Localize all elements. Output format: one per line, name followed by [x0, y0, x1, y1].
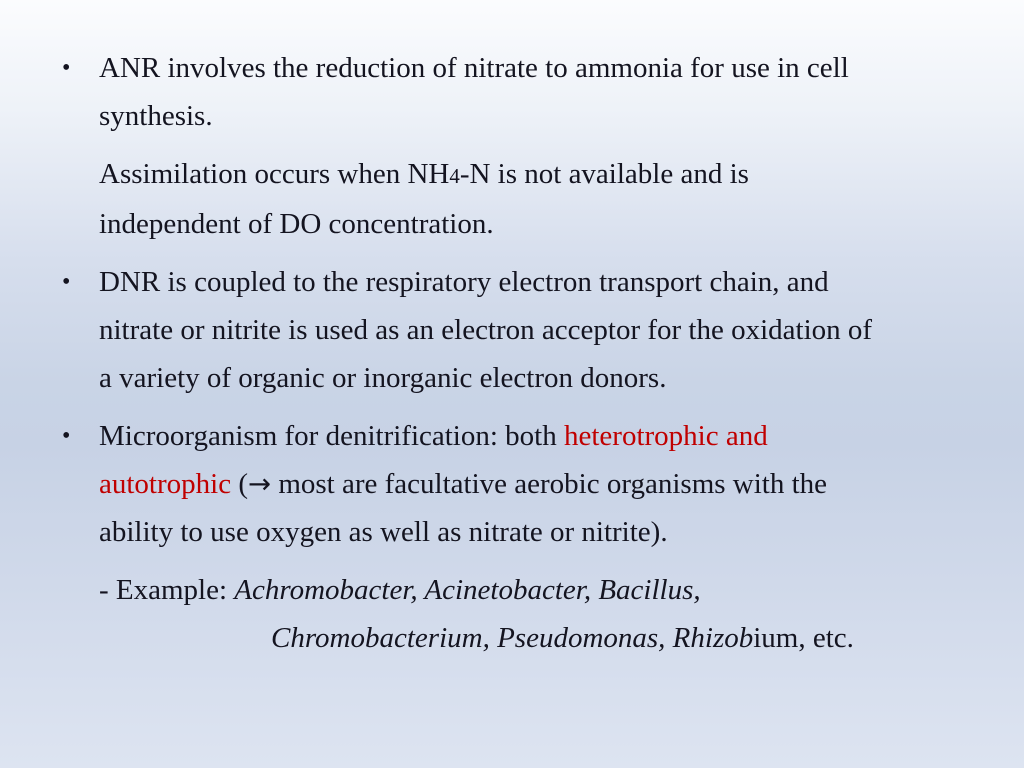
red-text-run: autotrophic	[99, 468, 232, 500]
bullet-text	[99, 412, 972, 662]
text-run: Microorganism for denitrification: both	[99, 420, 564, 452]
text-line: ability to use oxygen as well as nitrate or nitrite).	[99, 516, 668, 548]
text-line	[99, 460, 972, 508]
bullet-item-microorganism	[62, 412, 972, 662]
text-run: (	[231, 468, 248, 500]
bullet-text	[99, 258, 972, 402]
bullet-item-anr	[62, 44, 972, 248]
subscript-number: 4	[449, 164, 460, 188]
text-run: most are facultative aerobic organisms with the	[271, 468, 828, 500]
bullet-item-dnr	[62, 258, 972, 402]
text-line: a variety of organic or inorganic electron donors.	[99, 362, 667, 394]
genus-names-italic: Achromobacter, Acinetobacter, Bacillus,	[234, 574, 701, 606]
text-line: synthesis.	[99, 100, 213, 132]
text-line: independent of DO concentration.	[99, 208, 494, 240]
bullet-marker: •	[62, 423, 71, 449]
microorganism-paragraph	[99, 412, 972, 556]
text-line	[99, 150, 972, 200]
text-line: nitrate or nitrite is used as an electron acceptor for the oxidation of	[99, 314, 873, 346]
text-line	[99, 566, 972, 614]
text-line: ANR involves the reduction of nitrate to ammonia for use in cell	[99, 52, 849, 84]
text-run: ium, etc.	[753, 622, 854, 654]
text-line	[99, 614, 972, 662]
text-run: Assimilation occurs when NH	[99, 158, 450, 190]
example-label: - Example:	[99, 574, 235, 606]
bullet-text	[99, 44, 972, 248]
red-text-run: heterotrophic and	[563, 420, 768, 452]
dnr-paragraph	[99, 258, 972, 402]
slide-content	[62, 44, 972, 662]
arrow-right-icon: →	[248, 468, 272, 500]
genus-names-italic: Chromobacterium, Pseudomonas, Rhizob	[271, 622, 754, 654]
text-line: DNR is coupled to the respiratory electron transport chain, and	[99, 266, 829, 298]
bullet-marker: •	[62, 269, 71, 295]
anr-paragraph	[99, 44, 972, 140]
bullet-marker: •	[62, 55, 71, 81]
assimilation-paragraph	[99, 150, 972, 248]
example-paragraph	[99, 566, 972, 662]
text-run: -N is not available and is	[459, 158, 749, 190]
text-line	[99, 412, 972, 460]
